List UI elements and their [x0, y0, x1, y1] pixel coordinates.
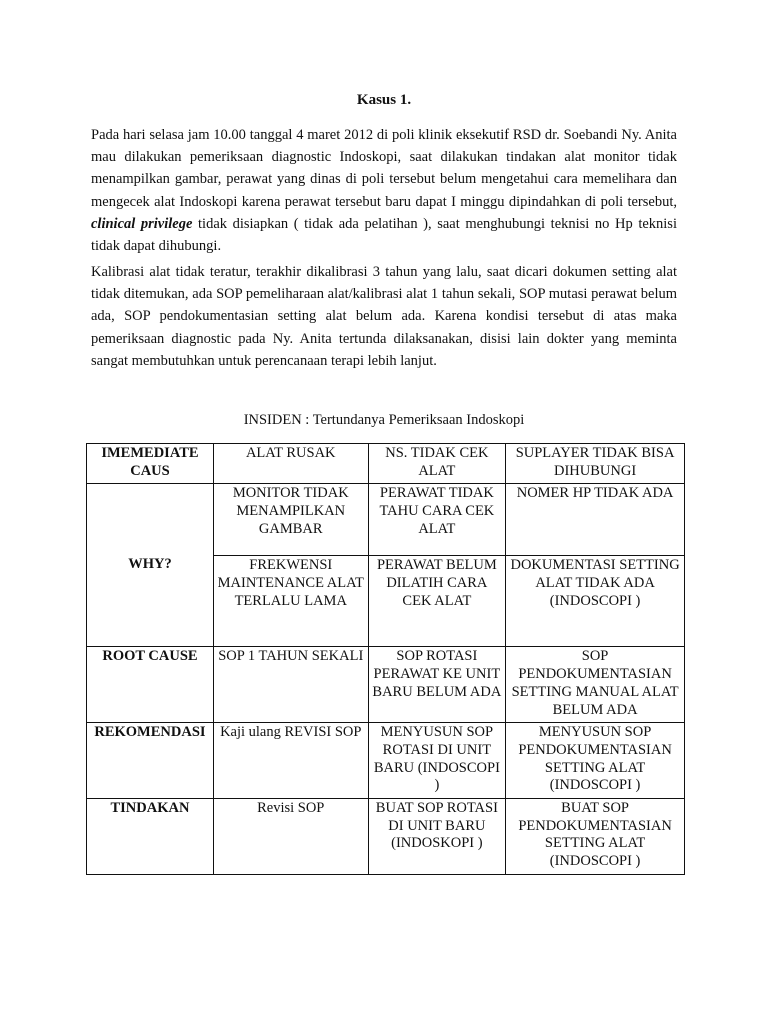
- root-cause-cell-2: SOP ROTASI PERAWAT KE UNIT BARU BELUM ADA: [368, 647, 506, 723]
- root-cause-cell-3: SOP PENDOKUMENTASIAN SETTING MANUAL ALAT BELUM ADA: [506, 647, 685, 723]
- rekomendasi-label: REKOMENDASI: [87, 723, 214, 799]
- case-paragraph-2: Kalibrasi alat tidak teratur, terakhir dikalibrasi 3 tahun yang lalu, saat dicari dokumen setting alat tidak ditemukan, ada SOP pemeliharaan alat/kalibrasi alat 1 tahun sekali, SOP mutasi perawat belum ada, SOP pendokumentasian setting alat belum ada. Karena kondisi tersebut di atas maka pemeriksaan diagnostic pada Ny. Anita tertunda dilaksanakan, disisi lain dokter yang meminta sangat membutuhkan untuk perencanaan terapi lebih lanjut.: [91, 264, 677, 369]
- why-2-cell-2: PERAWAT BELUM DILATIH CARA CEK ALAT: [368, 556, 506, 647]
- immediate-cause-cell-1: ALAT RUSAK: [213, 444, 368, 484]
- rekomendasi-cell-3: MENYUSUN SOP PENDOKUMENTASIAN SETTING ALAT (INDOSCOPI ): [506, 723, 685, 799]
- clinical-privilege-emphasis: clinical privilege: [91, 215, 193, 232]
- table-row-immediate-cause: [87, 444, 685, 484]
- immediate-cause-label: IMEMEDIATE CAUS: [87, 444, 214, 484]
- tindakan-cell-2: BUAT SOP ROTASI DI UNIT BARU (INDOSKOPI ): [368, 799, 506, 875]
- table-row-tindakan: [87, 799, 685, 875]
- document-title: Kasus 1.: [356, 92, 412, 108]
- root-cause-cell-1: SOP 1 TAHUN SEKALI: [213, 647, 368, 723]
- table-row-root-cause: [87, 647, 685, 723]
- paragraph-1-text-end: tidak disiapkan ( tidak ada pelatihan ), saat menghubungi teknisi no Hp teknisi tidak dapat dihubungi.: [91, 215, 677, 255]
- why-2-cell-3: DOKUMENTASI SETTING ALAT TIDAK ADA (INDOSCOPI ): [506, 556, 685, 647]
- paragraph-1-text-start: Pada hari selasa jam 10.00 tanggal 4 maret 2012 di poli klinik eksekutif RSD dr. Soebandi Ny. Anita mau dilakukan pemeriksaan diagnostic Indoskopi, saat dilakukan tindakan alat monitor tidak menampilkan gambar, perawat yang dinas di poli tersebut belum mengetahui cara memelihara dan mengecek alat Indoskopi karena perawat tersebut baru dapat I minggu dipindahkan di poli tersebut,: [91, 127, 677, 210]
- why-1-cell-2: PERAWAT TIDAK TAHU CARA CEK ALAT: [368, 484, 506, 556]
- tindakan-cell-1: Revisi SOP: [213, 799, 368, 875]
- immediate-cause-cell-2: NS. TIDAK CEK ALAT: [368, 444, 506, 484]
- root-cause-analysis-table: [86, 443, 685, 875]
- why-1-cell-1: MONITOR TIDAK MENAMPILKAN GAMBAR: [213, 484, 368, 556]
- why-2-cell-1: FREKWENSI MAINTENANCE ALAT TERLALU LAMA: [213, 556, 368, 647]
- rekomendasi-cell-2: MENYUSUN SOP ROTASI DI UNIT BARU (INDOSCOPI ): [368, 723, 506, 799]
- why-1-cell-3: NOMER HP TIDAK ADA: [506, 484, 685, 556]
- tindakan-cell-3: BUAT SOP PENDOKUMENTASIAN SETTING ALAT (INDOSCOPI ): [506, 799, 685, 875]
- why-label: WHY?: [87, 484, 214, 647]
- table-row-rekomendasi: [87, 723, 685, 799]
- incident-heading: INSIDEN : Tertundanya Pemeriksaan Indoskopi: [243, 412, 525, 428]
- root-cause-label: ROOT CAUSE: [87, 647, 214, 723]
- immediate-cause-cell-3: SUPLAYER TIDAK BISA DIHUBUNGI: [506, 444, 685, 484]
- tindakan-label: TINDAKAN: [87, 799, 214, 875]
- case-paragraph-1: [91, 124, 677, 257]
- rekomendasi-cell-1: Kaji ulang REVISI SOP: [213, 723, 368, 799]
- table-row-why-1: [87, 484, 685, 556]
